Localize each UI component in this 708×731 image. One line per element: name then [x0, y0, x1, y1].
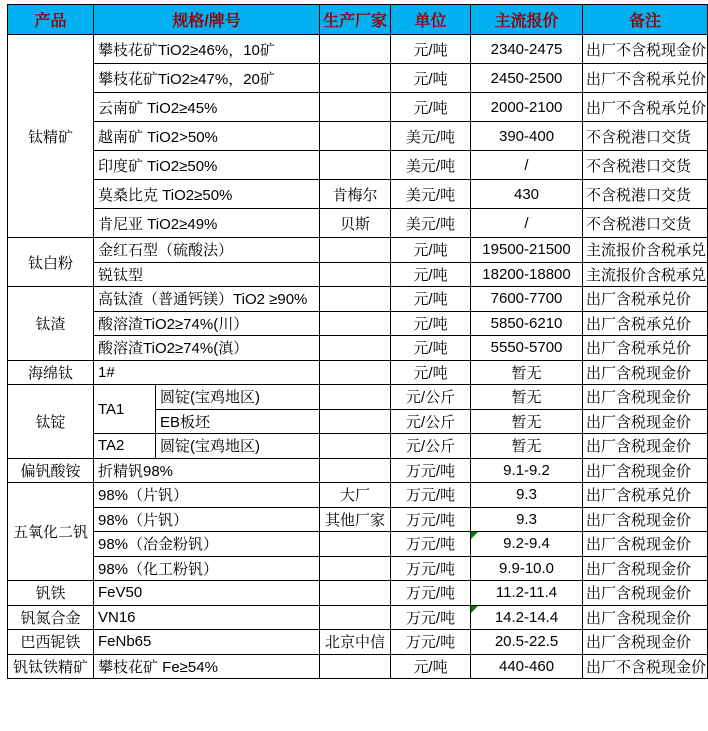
note-cell: 不含税港口交货 [583, 180, 708, 209]
maker-cell [320, 262, 391, 287]
unit-cell: 万元/吨 [391, 458, 471, 483]
price-cell: / [471, 151, 583, 180]
price-cell: 9.9-10.0 [471, 556, 583, 581]
product-cell: 海绵钛 [8, 360, 94, 385]
comment-indicator-icon [471, 532, 478, 539]
price-cell: 9.3 [471, 483, 583, 508]
unit-cell: 万元/吨 [391, 556, 471, 581]
table-row [8, 209, 708, 238]
unit-cell: 万元/吨 [391, 630, 471, 655]
maker-cell [320, 434, 391, 459]
spec-cell: 金红石型（硫酸法） [94, 238, 320, 263]
maker-cell [320, 311, 391, 336]
product-cell: 钛白粉 [8, 238, 94, 287]
spec-shape-cell: 圆锭(宝鸡地区) [156, 434, 320, 459]
price-cell: 9.1-9.2 [471, 458, 583, 483]
spec-cell: 酸溶渣TiO2≥74%(川） [94, 311, 320, 336]
unit-cell: 美元/吨 [391, 180, 471, 209]
unit-cell: 元/吨 [391, 93, 471, 122]
unit-cell: 元/吨 [391, 262, 471, 287]
note-cell: 出厂不含税承兑价 [583, 93, 708, 122]
col-header-spec: 规格/牌号 [94, 5, 320, 35]
price-cell [471, 605, 583, 630]
maker-cell [320, 238, 391, 263]
unit-cell: 元/吨 [391, 64, 471, 93]
spec-cell: 98%（化工粉钒） [94, 556, 320, 581]
table-row [8, 507, 708, 532]
price-cell: 暂无 [471, 434, 583, 459]
unit-cell: 万元/吨 [391, 532, 471, 557]
unit-cell: 美元/吨 [391, 209, 471, 238]
table-row [8, 336, 708, 361]
note-cell: 出厂含税现金价 [583, 507, 708, 532]
spec-cell: 高钛渣（普通钙镁）TiO2 ≥90% [94, 287, 320, 312]
maker-cell [320, 458, 391, 483]
price-cell [471, 532, 583, 557]
price-cell: 11.2-11.4 [471, 581, 583, 606]
note-cell: 出厂含税承兑价 [583, 311, 708, 336]
maker-cell [320, 654, 391, 679]
table-row [8, 385, 708, 410]
maker-cell: 北京中信 [320, 630, 391, 655]
unit-cell: 美元/吨 [391, 151, 471, 180]
table-row [8, 262, 708, 287]
product-cell: 巴西铌铁 [8, 630, 94, 655]
note-cell: 出厂不含税承兑价 [583, 64, 708, 93]
unit-cell: 元/公斤 [391, 409, 471, 434]
table-row [8, 35, 708, 64]
price-value: 9.2-9.4 [503, 535, 550, 553]
note-cell: 不含税港口交货 [583, 209, 708, 238]
table-row [8, 238, 708, 263]
table-row [8, 64, 708, 93]
note-cell: 不含税港口交货 [583, 151, 708, 180]
note-cell: 出厂不含税现金价 [583, 35, 708, 64]
maker-cell: 肯梅尔 [320, 180, 391, 209]
spec-cell: FeNb65 [94, 630, 320, 655]
table-row [8, 581, 708, 606]
maker-cell: 贝斯 [320, 209, 391, 238]
price-cell: 暂无 [471, 360, 583, 385]
unit-cell: 元/吨 [391, 654, 471, 679]
unit-cell: 万元/吨 [391, 605, 471, 630]
note-cell: 出厂含税现金价 [583, 605, 708, 630]
header-row [8, 5, 708, 35]
table-row [8, 532, 708, 557]
price-cell: 7600-7700 [471, 287, 583, 312]
note-cell: 出厂含税现金价 [583, 581, 708, 606]
unit-cell: 美元/吨 [391, 122, 471, 151]
comment-indicator-icon [471, 606, 478, 613]
maker-cell [320, 151, 391, 180]
maker-cell [320, 605, 391, 630]
unit-cell: 元/吨 [391, 311, 471, 336]
spec-cell: FeV50 [94, 581, 320, 606]
note-cell: 主流报价含税承兑 [583, 262, 708, 287]
spec-cell: 攀枝花矿TiO2≥47%，20矿 [94, 64, 320, 93]
spec-cell: 98%（片钒） [94, 483, 320, 508]
product-cell: 钒铁 [8, 581, 94, 606]
table-row [8, 122, 708, 151]
table-row [8, 434, 708, 459]
maker-cell [320, 336, 391, 361]
maker-cell: 其他厂家 [320, 507, 391, 532]
unit-cell: 万元/吨 [391, 507, 471, 532]
note-cell: 出厂含税现金价 [583, 385, 708, 410]
price-cell: 暂无 [471, 409, 583, 434]
spec-shape-cell: EB板坯 [156, 409, 320, 434]
maker-cell [320, 532, 391, 557]
price-cell: 440-460 [471, 654, 583, 679]
price-cell: 20.5-22.5 [471, 630, 583, 655]
spec-cell: 折精钒98% [94, 458, 320, 483]
col-header-maker: 生产厂家 [320, 5, 391, 35]
spec-cell: 肯尼亚 TiO2≥49% [94, 209, 320, 238]
price-cell: / [471, 209, 583, 238]
price-cell: 5850-6210 [471, 311, 583, 336]
spec-cell: 攀枝花矿TiO2≥46%，10矿 [94, 35, 320, 64]
maker-cell [320, 35, 391, 64]
price-cell: 2340-2475 [471, 35, 583, 64]
note-cell: 出厂含税现金价 [583, 409, 708, 434]
maker-cell [320, 287, 391, 312]
product-cell: 五氧化二钒 [8, 483, 94, 581]
price-cell: 暂无 [471, 385, 583, 410]
table-row [8, 483, 708, 508]
table-row [8, 311, 708, 336]
table-row [8, 151, 708, 180]
unit-cell: 元/吨 [391, 360, 471, 385]
maker-cell [320, 93, 391, 122]
col-header-unit: 单位 [391, 5, 471, 35]
unit-cell: 元/吨 [391, 287, 471, 312]
unit-cell: 元/公斤 [391, 434, 471, 459]
maker-cell [320, 360, 391, 385]
unit-cell: 元/吨 [391, 336, 471, 361]
spec-cell: 酸溶渣TiO2≥74%(滇） [94, 336, 320, 361]
product-cell: 钒氮合金 [8, 605, 94, 630]
table-row [8, 605, 708, 630]
spec-cell: 云南矿 TiO2≥45% [94, 93, 320, 122]
price-cell: 2450-2500 [471, 64, 583, 93]
spec-grade-cell: TA1 [94, 385, 156, 434]
product-cell: 钛渣 [8, 287, 94, 361]
col-header-price: 主流报价 [471, 5, 583, 35]
product-cell: 偏钒酸铵 [8, 458, 94, 483]
unit-cell: 元/公斤 [391, 385, 471, 410]
spec-cell: 莫桑比克 TiO2≥50% [94, 180, 320, 209]
note-cell: 出厂不含税现金价 [583, 654, 708, 679]
price-cell: 2000-2100 [471, 93, 583, 122]
note-cell: 不含税港口交货 [583, 122, 708, 151]
unit-cell: 万元/吨 [391, 581, 471, 606]
table-row [8, 360, 708, 385]
note-cell: 出厂含税现金价 [583, 556, 708, 581]
table-row [8, 287, 708, 312]
unit-cell: 万元/吨 [391, 483, 471, 508]
maker-cell [320, 385, 391, 410]
unit-cell: 元/吨 [391, 238, 471, 263]
price-cell: 430 [471, 180, 583, 209]
note-cell: 出厂含税现金价 [583, 532, 708, 557]
note-cell: 出厂含税承兑价 [583, 336, 708, 361]
maker-cell [320, 409, 391, 434]
spec-cell: 印度矿 TiO2≥50% [94, 151, 320, 180]
note-cell: 主流报价含税承兑 [583, 238, 708, 263]
table-row [8, 93, 708, 122]
price-cell: 390-400 [471, 122, 583, 151]
maker-cell [320, 581, 391, 606]
note-cell: 出厂含税现金价 [583, 434, 708, 459]
product-cell: 钛锭 [8, 385, 94, 459]
note-cell: 出厂含税承兑价 [583, 483, 708, 508]
note-cell: 出厂含税现金价 [583, 360, 708, 385]
note-cell: 出厂含税承兑价 [583, 287, 708, 312]
table-row [8, 556, 708, 581]
spec-cell: 1# [94, 360, 320, 385]
price-value: 14.2-14.4 [494, 608, 559, 626]
price-cell: 19500-21500 [471, 238, 583, 263]
price-cell: 9.3 [471, 507, 583, 532]
maker-cell [320, 556, 391, 581]
price-cell: 5550-5700 [471, 336, 583, 361]
spec-cell: 锐钛型 [94, 262, 320, 287]
spec-shape-cell: 圆锭(宝鸡地区) [156, 385, 320, 410]
unit-cell: 元/吨 [391, 35, 471, 64]
maker-cell [320, 64, 391, 93]
price-cell: 18200-18800 [471, 262, 583, 287]
table-row [8, 458, 708, 483]
table-row [8, 654, 708, 679]
spec-cell: 98%（片钒） [94, 507, 320, 532]
note-cell: 出厂含税现金价 [583, 630, 708, 655]
table-row [8, 630, 708, 655]
maker-cell: 大厂 [320, 483, 391, 508]
price-table [7, 4, 708, 679]
col-header-note: 备注 [583, 5, 708, 35]
product-cell: 钒钛铁精矿 [8, 654, 94, 679]
spec-cell: 攀枝花矿 Fe≥54% [94, 654, 320, 679]
spec-cell: 越南矿 TiO2>50% [94, 122, 320, 151]
note-cell: 出厂含税现金价 [583, 458, 708, 483]
table-row [8, 180, 708, 209]
product-cell: 钛精矿 [8, 35, 94, 238]
col-header-product: 产品 [8, 5, 94, 35]
spec-cell: 98%（冶金粉钒） [94, 532, 320, 557]
spec-grade-cell: TA2 [94, 434, 156, 459]
maker-cell [320, 122, 391, 151]
spec-cell: VN16 [94, 605, 320, 630]
